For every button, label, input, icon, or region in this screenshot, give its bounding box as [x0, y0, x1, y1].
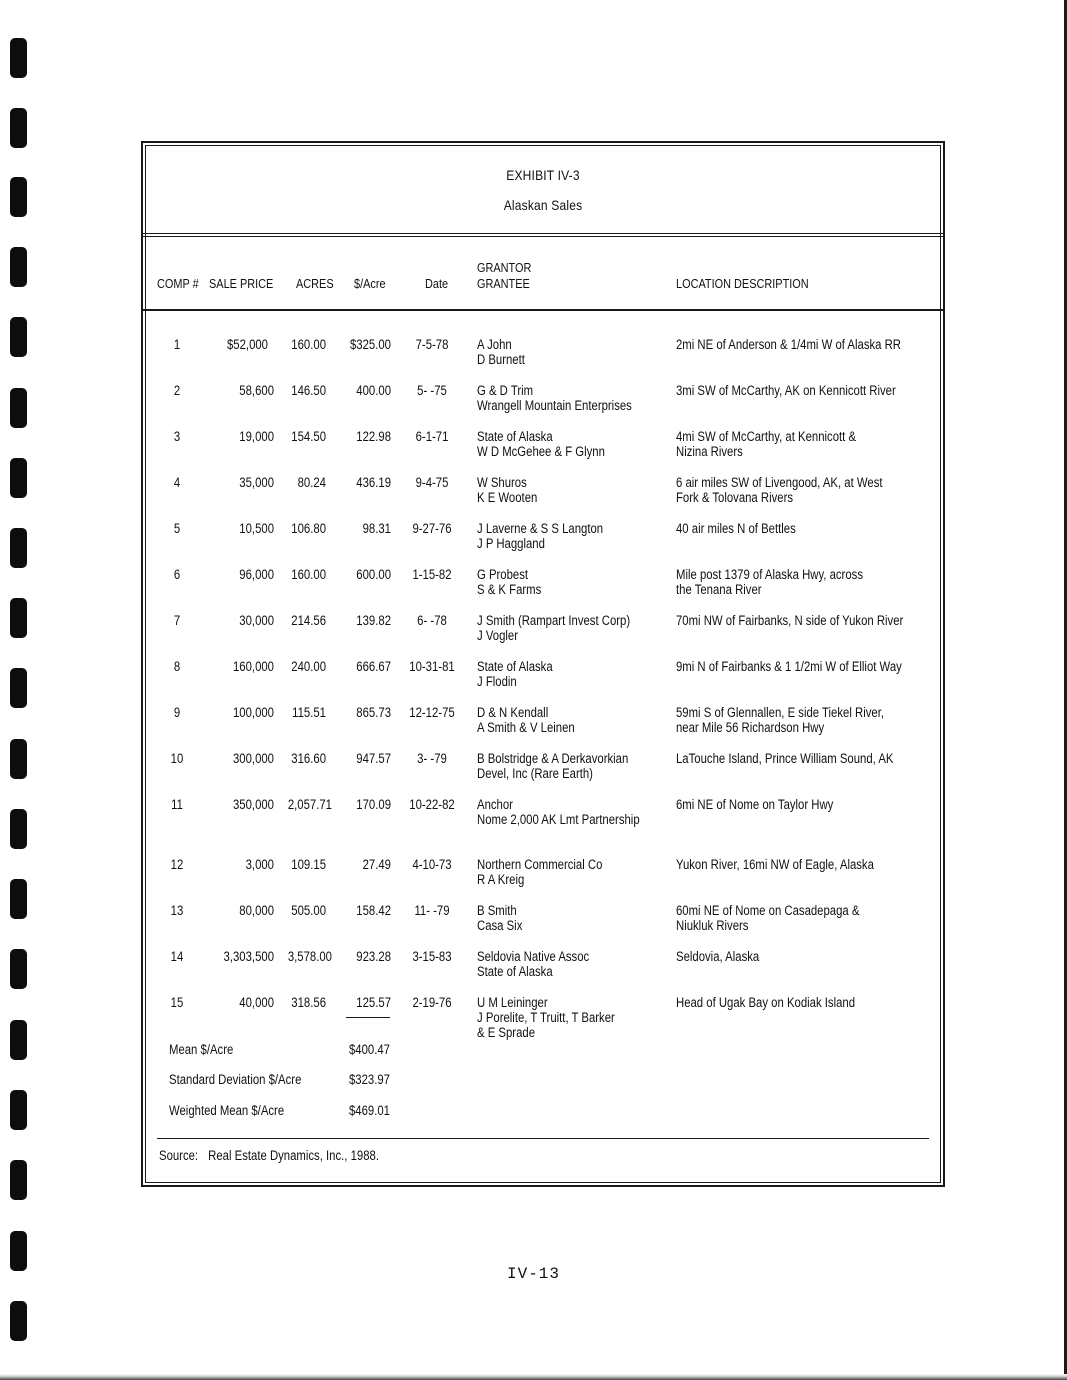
punch-hole — [10, 458, 27, 498]
header-sale-price: SALE PRICE — [209, 276, 274, 291]
std-dev-label: Standard Deviation $/Acre — [169, 1072, 302, 1087]
table-cell-per-acre: 125.57 — [356, 995, 391, 1010]
header-date: Date — [425, 276, 449, 291]
table-cell-comp: 1 — [173, 337, 181, 352]
table-cell-grantor: State of Alaska — [477, 429, 553, 444]
table-cell-location: 59mi S of Glennallen, E side Tiekel River, — [676, 705, 885, 720]
table-cell-location: 40 air miles N of Bettles — [676, 521, 796, 536]
table-cell-price: 300,000 — [232, 751, 274, 766]
table-cell-acres: 80.24 — [297, 475, 326, 490]
table-cell-price: 100,000 — [232, 705, 274, 720]
table-cell-date: 5- -75 — [417, 383, 447, 398]
table-cell-location: 2mi NE of Anderson & 1/4mi W of Alaska RR — [676, 337, 902, 352]
table-cell-grantee: Casa Six — [477, 918, 523, 933]
page-edge — [0, 1374, 1067, 1380]
table-cell-date: 1-15-82 — [412, 567, 452, 582]
table-cell-price: 350,000 — [232, 797, 274, 812]
table-cell-comp: 14 — [170, 949, 184, 964]
table-cell-per-acre: 923.28 — [356, 949, 391, 964]
table-cell-location: Mile post 1379 of Alaska Hwy, across — [676, 567, 863, 582]
table-cell-price: 10,500 — [239, 521, 274, 536]
table-cell-location: 3mi SW of McCarthy, AK on Kennicott River — [676, 383, 896, 398]
table-cell-acres: 316.60 — [291, 751, 326, 766]
table-cell-acres: 240.00 — [291, 659, 326, 674]
binder-holes — [10, 0, 30, 1380]
table-cell-comp: 15 — [170, 995, 184, 1010]
source-text: Real Estate Dynamics, Inc., 1988. — [208, 1148, 379, 1163]
table-cell-comp: 7 — [173, 613, 181, 628]
table-cell-comp: 3 — [173, 429, 181, 444]
punch-hole — [10, 38, 27, 78]
table-cell-date: 7-5-78 — [415, 337, 449, 352]
header-divider — [143, 309, 943, 311]
exhibit-subtitle: Alaskan Sales — [503, 197, 583, 213]
table-cell-grantor: State of Alaska — [477, 659, 553, 674]
table-cell-location-line2: Fork & Tolovana Rivers — [676, 490, 794, 505]
page-number: IV-13 — [506, 1265, 560, 1283]
table-cell-grantee: S & K Farms — [477, 582, 542, 597]
punch-hole — [10, 949, 27, 989]
table-cell-grantee: Nome 2,000 AK Lmt Partnership — [477, 812, 640, 827]
punch-hole — [10, 739, 27, 779]
table-cell-price: $52,000 — [226, 337, 268, 352]
table-cell-comp: 11 — [171, 797, 183, 812]
table-cell-grantee: J Vogler — [477, 628, 518, 643]
table-cell-comp: 9 — [173, 705, 181, 720]
table-cell-per-acre: 436.19 — [356, 475, 391, 490]
table-cell-acres: 106.80 — [291, 521, 326, 536]
table-cell-location: 60mi NE of Nome on Casadepaga & — [676, 903, 860, 918]
table-cell-acres: 154.50 — [291, 429, 326, 444]
table-cell-price: 80,000 — [239, 903, 274, 918]
source-note — [159, 1148, 379, 1163]
table-cell-acres: 115.51 — [292, 705, 326, 720]
table-cell-location-line2: the Tenana River — [676, 582, 762, 597]
table-cell-grantor: J Smith (Rampart Invest Corp) — [477, 613, 631, 628]
table-cell-price: 160,000 — [232, 659, 274, 674]
table-cell-per-acre: 666.67 — [356, 659, 391, 674]
table-cell-comp: 4 — [173, 475, 181, 490]
table-cell-date: 3- -79 — [417, 751, 447, 766]
total-underline — [346, 1017, 390, 1018]
table-cell-grantor: G & D Trim — [477, 383, 534, 398]
table-cell-comp: 10 — [170, 751, 184, 766]
table-cell-grantee: A Smith & V Leinen — [477, 720, 575, 735]
mean-label: Mean $/Acre — [169, 1042, 234, 1057]
table-cell-per-acre: 122.98 — [356, 429, 391, 444]
table-cell-acres: 2,057.71 — [287, 797, 332, 812]
footer-divider — [157, 1138, 929, 1139]
table-cell-price: 30,000 — [239, 613, 274, 628]
header-grantee: GRANTEE — [477, 276, 530, 291]
source-label: Source: — [159, 1148, 199, 1163]
table-cell-price: 40,000 — [239, 995, 274, 1010]
table-cell-acres: 160.00 — [291, 337, 326, 352]
table-cell-price: 3,303,500 — [223, 949, 274, 964]
table-cell-grantor: B Bolstridge & A Derkavorkian — [477, 751, 629, 766]
table-cell-per-acre: 158.42 — [356, 903, 391, 918]
table-cell-date: 9-4-75 — [415, 475, 449, 490]
header-comp: COMP # — [157, 276, 199, 291]
weighted-mean-label: Weighted Mean $/Acre — [169, 1103, 285, 1118]
table-cell-per-acre: 139.82 — [356, 613, 391, 628]
table-cell-grantee: Wrangell Mountain Enterprises — [477, 398, 632, 413]
table-cell-grantor: Northern Commercial Co — [477, 857, 603, 872]
table-cell-grantor: D & N Kendall — [477, 705, 549, 720]
table-cell-grantee: K E Wooten — [477, 490, 538, 505]
table-cell-grantee: W D McGehee & F Glynn — [477, 444, 605, 459]
table-cell-per-acre: 600.00 — [356, 567, 391, 582]
punch-hole — [10, 528, 27, 568]
table-cell-date: 3-15-83 — [412, 949, 452, 964]
punch-hole — [10, 388, 27, 428]
table-cell-date: 9-27-76 — [412, 521, 452, 536]
header-per-acre: $/Acre — [354, 276, 386, 291]
table-cell-grantor: B Smith — [477, 903, 517, 918]
punch-hole — [10, 1020, 27, 1060]
table-cell-per-acre: 400.00 — [356, 383, 391, 398]
table-cell-grantor: J Laverne & S S Langton — [477, 521, 604, 536]
table-cell-comp: 13 — [170, 903, 184, 918]
table-cell-grantee: D Burnett — [477, 352, 525, 367]
punch-hole — [10, 809, 27, 849]
header-location: LOCATION DESCRIPTION — [676, 276, 809, 291]
mean-value: $400.47 — [349, 1042, 391, 1057]
table-cell-location: 70mi NW of Fairbanks, N side of Yukon River — [676, 613, 904, 628]
table-cell-acres: 109.15 — [291, 857, 326, 872]
table-cell-location-line2: near Mile 56 Richardson Hwy — [676, 720, 825, 735]
table-cell-location: Seldovia, Alaska — [676, 949, 760, 964]
table-cell-grantee-line2: & E Sprade — [477, 1025, 535, 1040]
table-cell-location: Head of Ugak Bay on Kodiak Island — [676, 995, 856, 1010]
table-cell-grantee: R A Kreig — [477, 872, 525, 887]
table-cell-per-acre: 98.31 — [362, 521, 391, 536]
table-cell-price: 35,000 — [239, 475, 274, 490]
table-cell-per-acre: $325.00 — [349, 337, 391, 352]
table-cell-date: 10-31-81 — [409, 659, 455, 674]
table-cell-grantor: A John — [477, 337, 512, 352]
table-cell-grantor: G Probest — [477, 567, 529, 582]
table-cell-comp: 2 — [173, 383, 181, 398]
table-cell-acres: 146.50 — [291, 383, 326, 398]
table-cell-acres: 505.00 — [291, 903, 326, 918]
exhibit-frame — [141, 141, 945, 1187]
table-cell-grantee: Devel, Inc (Rare Earth) — [477, 766, 593, 781]
exhibit-title: EXHIBIT IV-3 — [506, 167, 580, 183]
table-cell-date: 6-1-71 — [415, 429, 449, 444]
punch-hole — [10, 108, 27, 148]
table-cell-grantor: Anchor — [477, 797, 513, 812]
punch-hole — [10, 598, 27, 638]
table-cell-location: 6mi NE of Nome on Taylor Hwy — [676, 797, 834, 812]
table-cell-date: 12-12-75 — [409, 705, 455, 720]
table-cell-grantee: J Porelite, T Truitt, T Barker — [477, 1010, 615, 1025]
table-cell-per-acre: 170.09 — [356, 797, 391, 812]
title-divider — [143, 233, 943, 234]
table-cell-comp: 5 — [173, 521, 181, 536]
table-cell-acres: 214.56 — [291, 613, 326, 628]
table-cell-grantor: W Shuros — [477, 475, 527, 490]
table-cell-price: 3,000 — [245, 857, 274, 872]
table-cell-grantee: J Flodin — [477, 674, 517, 689]
table-cell-date: 6- -78 — [417, 613, 447, 628]
table-cell-grantee: State of Alaska — [477, 964, 553, 979]
table-cell-price: 96,000 — [239, 567, 274, 582]
table-cell-location: 9mi N of Fairbanks & 1 1/2mi W of Elliot Way — [676, 659, 902, 674]
table-cell-per-acre: 947.57 — [356, 751, 391, 766]
table-cell-comp: 8 — [173, 659, 181, 674]
table-cell-location: Yukon River, 16mi NW of Eagle, Alaska — [676, 857, 874, 872]
table-cell-location-line2: Nizina Rivers — [676, 444, 743, 459]
punch-hole — [10, 668, 27, 708]
table-cell-acres: 3,578.00 — [287, 949, 332, 964]
table-cell-location-line2: Niukluk Rivers — [676, 918, 749, 933]
punch-hole — [10, 317, 27, 357]
std-dev-value: $323.97 — [349, 1072, 391, 1087]
punch-hole — [10, 879, 27, 919]
table-cell-grantee: J P Haggland — [477, 536, 545, 551]
punch-hole — [10, 1160, 27, 1200]
punch-hole — [10, 1090, 27, 1130]
table-cell-location: LaTouche Island, Prince William Sound, AK — [676, 751, 894, 766]
punch-hole — [10, 247, 27, 287]
table-cell-location: 4mi SW of McCarthy, at Kennicott & — [676, 429, 857, 444]
punch-hole — [10, 177, 27, 217]
punch-hole — [10, 1301, 27, 1341]
table-cell-per-acre: 27.49 — [362, 857, 391, 872]
table-cell-price: 58,600 — [239, 383, 274, 398]
table-cell-date: 4-10-73 — [412, 857, 452, 872]
table-cell-comp: 6 — [173, 567, 181, 582]
weighted-mean-value: $469.01 — [349, 1103, 391, 1118]
table-cell-per-acre: 865.73 — [356, 705, 391, 720]
header-acres: ACRES — [296, 276, 334, 291]
table-cell-comp: 12 — [170, 857, 184, 872]
table-cell-acres: 160.00 — [291, 567, 326, 582]
table-cell-price: 19,000 — [239, 429, 274, 444]
table-cell-acres: 318.56 — [291, 995, 326, 1010]
header-grantor: GRANTOR — [477, 260, 532, 275]
table-cell-grantor: U M Leininger — [477, 995, 548, 1010]
table-cell-grantor: Seldovia Native Assoc — [477, 949, 590, 964]
table-cell-location: 6 air miles SW of Livengood, AK, at West — [676, 475, 883, 490]
table-cell-date: 2-19-76 — [412, 995, 452, 1010]
table-cell-date: 10-22-82 — [409, 797, 455, 812]
table-cell-date: 11- -79 — [414, 903, 450, 918]
